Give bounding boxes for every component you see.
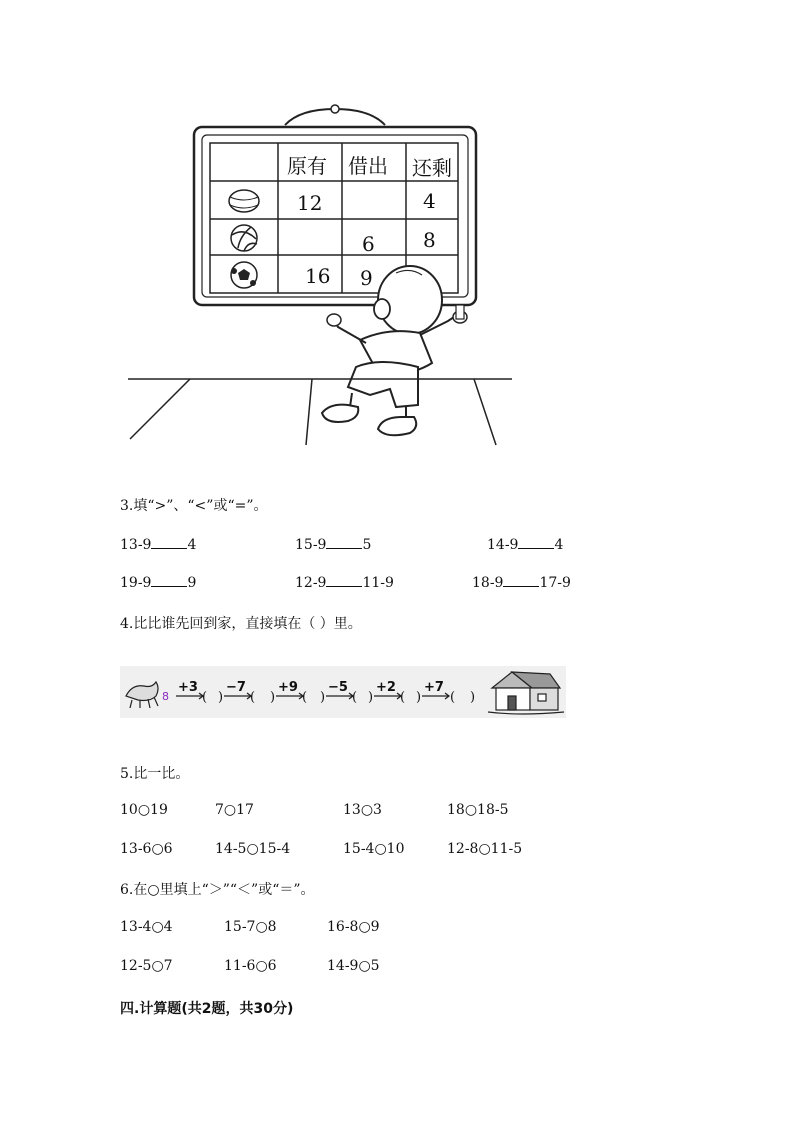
board-cell: 4 xyxy=(423,189,436,213)
board-cell: 16 xyxy=(305,264,331,288)
compare-item: 18○18-5 xyxy=(447,802,509,818)
q5-title: 5.比一比。 xyxy=(120,766,190,782)
board-cell: 8 xyxy=(423,228,436,252)
soccer-ball-icon xyxy=(231,262,257,288)
svg-text:): ) xyxy=(320,690,326,705)
svg-text:): ) xyxy=(470,690,476,705)
op-label: +9 xyxy=(278,680,298,695)
svg-text:): ) xyxy=(218,690,224,705)
board-header-original: 原有 xyxy=(287,154,327,178)
svg-text:): ) xyxy=(270,690,276,705)
q3-item: 14-9 4 xyxy=(487,537,564,553)
q6-title: 6.在○里填上“＞”“＜”或“＝”。 xyxy=(120,882,315,898)
svg-text:): ) xyxy=(368,690,374,705)
op-label: +7 xyxy=(424,680,444,695)
compare-item: 14-9○5 xyxy=(327,958,380,974)
svg-text:(: ( xyxy=(202,690,208,705)
answer-blank[interactable] xyxy=(151,536,187,549)
volleyball-icon xyxy=(231,225,257,251)
compare-item: 15-4○10 xyxy=(343,841,405,857)
compare-item: 13-4○4 xyxy=(120,919,173,935)
answer-blank[interactable] xyxy=(326,536,362,549)
board-header-remaining: 还剩 xyxy=(412,156,452,180)
start-number: 8 xyxy=(162,690,169,703)
basketball-icon xyxy=(229,190,259,212)
svg-text:(: ( xyxy=(400,690,406,705)
q3-item: 18-9 17-9 xyxy=(472,575,571,591)
svg-text:(: ( xyxy=(450,690,456,705)
op-label: +3 xyxy=(178,680,198,695)
answer-blank[interactable] xyxy=(503,574,539,587)
compare-item: 12-5○7 xyxy=(120,958,173,974)
board-cell: 9 xyxy=(360,266,373,290)
compare-item: 15-7○8 xyxy=(224,919,277,935)
compare-item: 16-8○9 xyxy=(327,919,380,935)
compare-item: 7○17 xyxy=(215,802,254,818)
compare-item: 10○19 xyxy=(120,802,168,818)
op-label: +2 xyxy=(376,680,396,695)
q4-title: 4.比比谁先回到家，直接填在（ ）里。 xyxy=(120,616,362,632)
q3-title: 3.填“>”、“<”或“=”。 xyxy=(120,498,268,514)
compare-item: 14-5○15-4 xyxy=(215,841,291,857)
q3-item: 12-9 11-9 xyxy=(295,575,394,591)
op-label: −5 xyxy=(328,680,348,695)
q3-item: 13-9 4 xyxy=(120,537,197,553)
svg-text:): ) xyxy=(416,690,422,705)
answer-blank[interactable] xyxy=(326,574,362,587)
answer-blank[interactable] xyxy=(151,574,187,587)
race-home-strip xyxy=(120,666,566,718)
q3-item: 19-9 9 xyxy=(120,575,197,591)
compare-item: 13○3 xyxy=(343,802,382,818)
compare-item: 13-6○6 xyxy=(120,841,173,857)
svg-text:(: ( xyxy=(352,690,358,705)
op-label: −7 xyxy=(226,680,246,695)
board-cell: 12 xyxy=(297,191,323,215)
compare-item: 12-8○11-5 xyxy=(447,841,523,857)
section-heading: 四.计算题(共2题，共30分) xyxy=(120,1001,294,1017)
svg-text:(: ( xyxy=(250,690,256,705)
board-cell: 6 xyxy=(362,232,375,256)
q3-item: 15-9 5 xyxy=(295,537,372,553)
compare-item: 11-6○6 xyxy=(224,958,277,974)
board-header-lent: 借出 xyxy=(348,154,388,178)
svg-text:(: ( xyxy=(302,690,308,705)
answer-blank[interactable] xyxy=(518,536,554,549)
